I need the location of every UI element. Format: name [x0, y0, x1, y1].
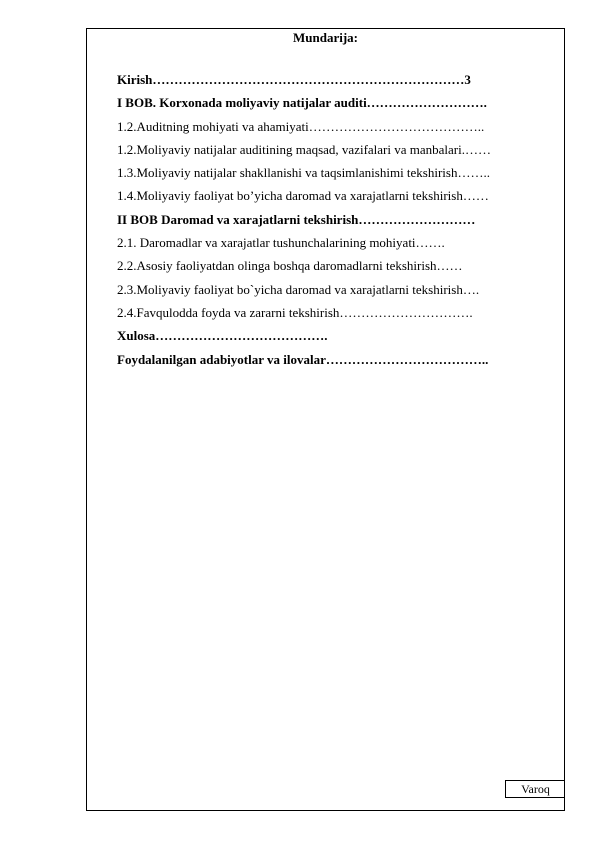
toc-entry-1-2: 1.2.Moliyaviy natijalar auditining maqsad, vazifalari va manbalari.……	[117, 141, 491, 157]
toc-entry-2-1: 2.1. Daromadlar va xarajatlar tushunchalarining mohiyati…….	[117, 235, 445, 251]
toc-entry-intro: Kirish………………………………………………………………3	[117, 72, 471, 87]
toc-entry-chapter-2: II BOB Daromad va xarajatlarni tekshirish………………………	[117, 211, 476, 227]
toc-entry-conclusion: Xulosa………………………………….	[117, 328, 328, 344]
toc-entry-2-4: 2.4.Favqulodda foyda va zararni tekshirish………………………….	[117, 304, 473, 320]
toc-entry-1-1: 1.2.Auditning mohiyati va ahamiyati…………………………………..	[117, 118, 485, 134]
toc-entry-1-3: 1.3.Moliyaviy natijalar shakllanishi va taqsimlanishimi tekshirish……..	[117, 165, 490, 181]
toc-entry-2-3: 2.3.Moliyaviy faoliyat bo`yicha daromad va xarajatlarni tekshirish….	[117, 281, 480, 297]
table-of-contents	[117, 72, 557, 375]
toc-entry-chapter-1: I BOB. Korxonada moliyaviy natijalar auditi……………………….	[117, 95, 487, 111]
toc-entry-1-4: 1.4.Moliyaviy faoliyat bo’yicha daromad va xarajatlarni tekshirish……	[117, 188, 489, 204]
toc-entry-references: Foydalanilgan adabiyotlar va ilovalar………………………………..	[117, 351, 489, 367]
sheet-number-box: Varoq	[505, 780, 565, 798]
toc-entry-2-2: 2.2.Asosiy faoliyatdan olinga boshqa daromadlarni tekshirish……	[117, 258, 463, 274]
page-title: Mundarija:	[293, 30, 358, 45]
